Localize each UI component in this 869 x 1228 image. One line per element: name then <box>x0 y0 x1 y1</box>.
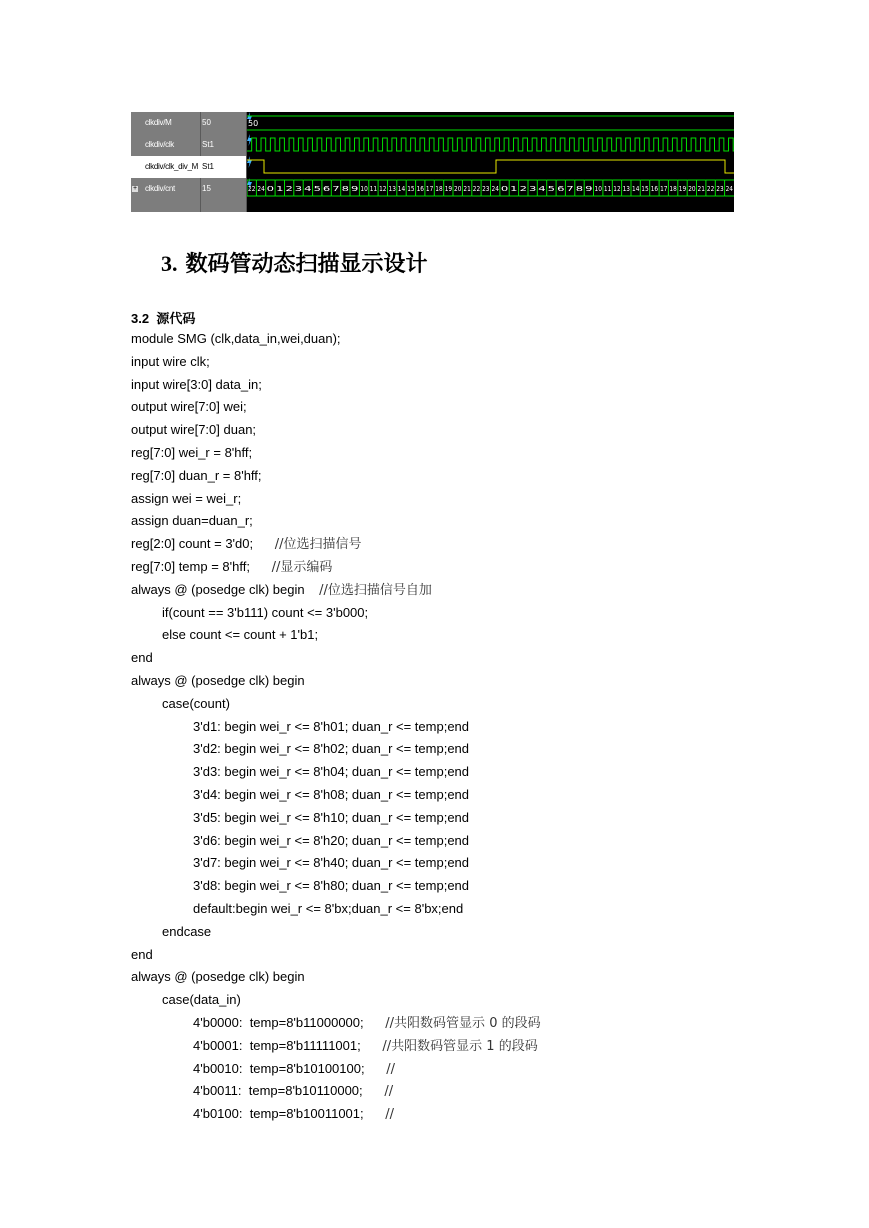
waveform-panel <box>131 112 734 212</box>
code-line <box>131 852 541 875</box>
code-text: 4'b0011: temp=8'b10110000; <box>193 1083 385 1099</box>
code-line <box>131 328 541 351</box>
code-text: output wire[7:0] duan; <box>131 422 257 438</box>
code-line <box>131 807 541 830</box>
code-text: 3'd7: begin wei_r <= 8'h40; duan_r <= temp;end <box>193 855 470 871</box>
cnt-value: 9 <box>351 185 359 193</box>
code-line <box>131 579 541 602</box>
code-text: end <box>131 946 153 962</box>
code-text: default:begin wei_r <= 8'bx;duan_r <= 8'bx;end <box>193 900 464 916</box>
code-line <box>131 875 541 898</box>
code-text: 4'b0100: temp=8'b10011001; <box>193 1106 386 1122</box>
cnt-value: 19 <box>678 185 687 193</box>
cnt-value: 19 <box>444 185 453 193</box>
cnt-value: 0 <box>500 185 509 193</box>
code-text: 4'b0001: temp=8'b11111001; <box>193 1037 383 1053</box>
signal-row-clk-div-m[interactable] <box>131 156 246 178</box>
code-line <box>131 1103 541 1126</box>
cnt-value: 3 <box>529 185 537 193</box>
code-text: endcase <box>162 923 212 939</box>
signal-row-cnt[interactable] <box>131 178 246 200</box>
code-text: always @ (posedge clk) begin <box>131 581 320 597</box>
code-line <box>131 602 541 625</box>
code-comment: //位选扫描信号 <box>274 537 362 553</box>
cnt-value: 11 <box>603 185 612 193</box>
code-text: reg[7:0] wei_r = 8'hff; <box>131 444 253 460</box>
cnt-value: 17 <box>660 185 668 193</box>
trace-m <box>247 116 734 130</box>
code-line <box>131 921 541 944</box>
cnt-value: 1 <box>510 185 518 193</box>
subsection-number: 3.2 <box>131 311 150 326</box>
code-line <box>131 1058 541 1081</box>
cnt-value: 23 <box>716 185 724 193</box>
cnt-value: 22 <box>472 185 481 193</box>
code-text: reg[7:0] duan_r = 8'hff; <box>131 467 262 483</box>
code-line <box>131 966 541 989</box>
code-line <box>131 1080 541 1103</box>
trace-clk <box>247 138 734 151</box>
signal-name: clkdiv/M <box>145 118 172 127</box>
signal-row-m[interactable] <box>131 112 246 134</box>
cnt-value: 4 <box>538 185 547 193</box>
trace-clk-div-m <box>247 160 734 173</box>
cnt-value: 11 <box>369 185 378 193</box>
code-text: 3'd6: begin wei_r <= 8'h20; duan_r <= temp;end <box>193 832 470 848</box>
code-text: 3'd4: begin wei_r <= 8'h08; duan_r <= temp;end <box>193 786 470 802</box>
source-code-listing <box>131 328 541 1126</box>
clk-div-trace <box>247 160 734 173</box>
code-comment: //共阳数码管显示 0 的段码 <box>385 1015 541 1031</box>
section-number: 3. <box>161 251 178 276</box>
cnt-value: 22 <box>706 185 715 193</box>
code-comment: // <box>384 1084 394 1100</box>
code-comment: //共阳数码管显示 1 的段码 <box>382 1038 538 1054</box>
signal-name: clkdiv/clk_div_M <box>145 162 198 171</box>
cnt-value: 2 <box>519 185 527 193</box>
cnt-value: 7 <box>566 185 574 193</box>
code-line <box>131 647 541 670</box>
cnt-value: 23 <box>482 185 490 193</box>
cnt-value: 3 <box>294 185 303 193</box>
cnt-value: 5 <box>547 185 556 193</box>
code-text: input wire[3:0] data_in; <box>131 376 262 392</box>
cnt-value: 16 <box>416 185 425 193</box>
cnt-value: 21 <box>697 185 705 193</box>
code-comment: //位选扫描信号自加 <box>319 582 432 598</box>
section-heading <box>161 247 428 278</box>
code-text: output wire[7:0] wei; <box>131 399 247 415</box>
cnt-value: 8 <box>341 185 350 193</box>
expand-icon[interactable]: + <box>132 185 138 192</box>
code-text: else count <= count + 1'b1; <box>162 627 319 643</box>
code-line <box>131 465 541 488</box>
cnt-value: 6 <box>557 185 566 193</box>
cnt-value: 2 <box>285 185 293 193</box>
cnt-value: 15 <box>407 185 415 193</box>
cnt-value: 8 <box>575 185 584 193</box>
cnt-value: 9 <box>585 185 593 193</box>
code-line <box>131 989 541 1012</box>
code-line <box>131 488 541 511</box>
code-text: if(count == 3'b111) count <= 3'b000; <box>162 604 369 620</box>
code-line <box>131 556 541 579</box>
cnt-value: 6 <box>322 185 332 193</box>
code-line <box>131 1012 541 1035</box>
code-text: 4'b0000: temp=8'b11000000; <box>193 1014 386 1030</box>
cnt-value: 24 <box>491 185 500 193</box>
code-text: case(count) <box>162 695 230 711</box>
code-line <box>131 830 541 853</box>
code-line <box>131 442 541 465</box>
code-text: always @ (posedge clk) begin <box>131 969 305 985</box>
cnt-value: 13 <box>622 185 630 193</box>
cnt-value: 15 <box>641 185 649 193</box>
subsection-heading <box>131 308 195 327</box>
waveform-traces[interactable] <box>247 112 734 212</box>
signal-row-clk[interactable] <box>131 134 246 156</box>
cnt-value: 16 <box>650 185 659 193</box>
cnt-value: 7 <box>332 185 340 193</box>
cnt-value: 1 <box>276 185 284 193</box>
code-line <box>131 670 541 693</box>
code-text: 3'd8: begin wei_r <= 8'h80; duan_r <= temp;end <box>193 878 470 894</box>
cnt-value: 5 <box>313 185 321 193</box>
trace-cnt <box>247 180 734 196</box>
cnt-value: 14 <box>397 185 406 193</box>
code-text: 4'b0010: temp=8'b10100100; <box>193 1060 387 1076</box>
code-text: 3'd5: begin wei_r <= 8'h10; duan_r <= temp;end <box>193 809 470 825</box>
code-line <box>131 374 541 397</box>
subsection-title: 源代码 <box>156 311 196 326</box>
cnt-value: 20 <box>454 185 462 193</box>
code-line <box>131 761 541 784</box>
code-text: 3'd1: begin wei_r <= 8'h01; duan_r <= temp;end <box>193 718 470 734</box>
signal-name: clkdiv/clk <box>145 140 175 149</box>
code-comment: // <box>386 1061 396 1077</box>
code-text: reg[7:0] temp = 8'hff; <box>131 558 272 574</box>
code-comment: //显示编码 <box>271 559 333 575</box>
code-line <box>131 738 541 761</box>
code-text: input wire clk; <box>131 353 210 369</box>
cnt-value: 4 <box>304 185 313 193</box>
signal-value: 50 <box>202 118 211 127</box>
code-line <box>131 351 541 374</box>
cnt-value: 18 <box>669 185 677 193</box>
cnt-value: 24 <box>257 185 266 193</box>
code-line <box>131 533 541 556</box>
code-text: case(data_in) <box>162 992 241 1008</box>
cnt-value: 10 <box>360 185 368 193</box>
bus-value-label: 50 <box>248 119 259 128</box>
cnt-value: 10 <box>594 185 602 193</box>
cnt-value: 21 <box>463 185 471 193</box>
cnt-value: 12 <box>379 185 387 193</box>
clk-trace <box>247 138 734 151</box>
code-line <box>131 419 541 442</box>
signal-value: 15 <box>202 184 211 193</box>
signal-value: St1 <box>202 140 215 149</box>
code-line <box>131 784 541 807</box>
code-line <box>131 944 541 967</box>
cnt-value: 17 <box>425 185 434 193</box>
cnt-value: 18 <box>435 185 443 193</box>
section-title: 数码管动态扫描显示设计 <box>185 251 428 276</box>
signal-name: clkdiv/cnt <box>145 184 175 193</box>
code-comment: // <box>385 1107 395 1123</box>
cnt-value: 12 <box>613 185 621 193</box>
code-text: assign duan=duan_r; <box>131 513 253 529</box>
cnt-value: 22 <box>248 185 256 193</box>
code-line <box>131 510 541 533</box>
code-text: 3'd2: begin wei_r <= 8'h02; duan_r <= temp;end <box>193 741 470 757</box>
code-line <box>131 716 541 739</box>
code-text: 3'd3: begin wei_r <= 8'h04; duan_r <= temp;end <box>193 764 470 780</box>
code-text: assign wei = wei_r; <box>131 490 242 506</box>
code-text: always @ (posedge clk) begin <box>131 672 305 688</box>
cnt-value: 20 <box>688 185 696 193</box>
code-text: end <box>131 650 153 666</box>
code-text: reg[2:0] count = 3'd0; <box>131 536 275 552</box>
code-line <box>131 624 541 647</box>
cnt-value: 0 <box>266 185 275 193</box>
cnt-value: 24 <box>725 185 734 193</box>
code-line <box>131 1035 541 1058</box>
cnt-value: 13 <box>388 185 396 193</box>
cnt-value: 14 <box>632 185 640 193</box>
signal-value: St1 <box>202 162 215 171</box>
code-line <box>131 396 541 419</box>
code-line <box>131 898 541 921</box>
code-text: module SMG (clk,data_in,wei,duan); <box>131 331 341 346</box>
code-line <box>131 693 541 716</box>
